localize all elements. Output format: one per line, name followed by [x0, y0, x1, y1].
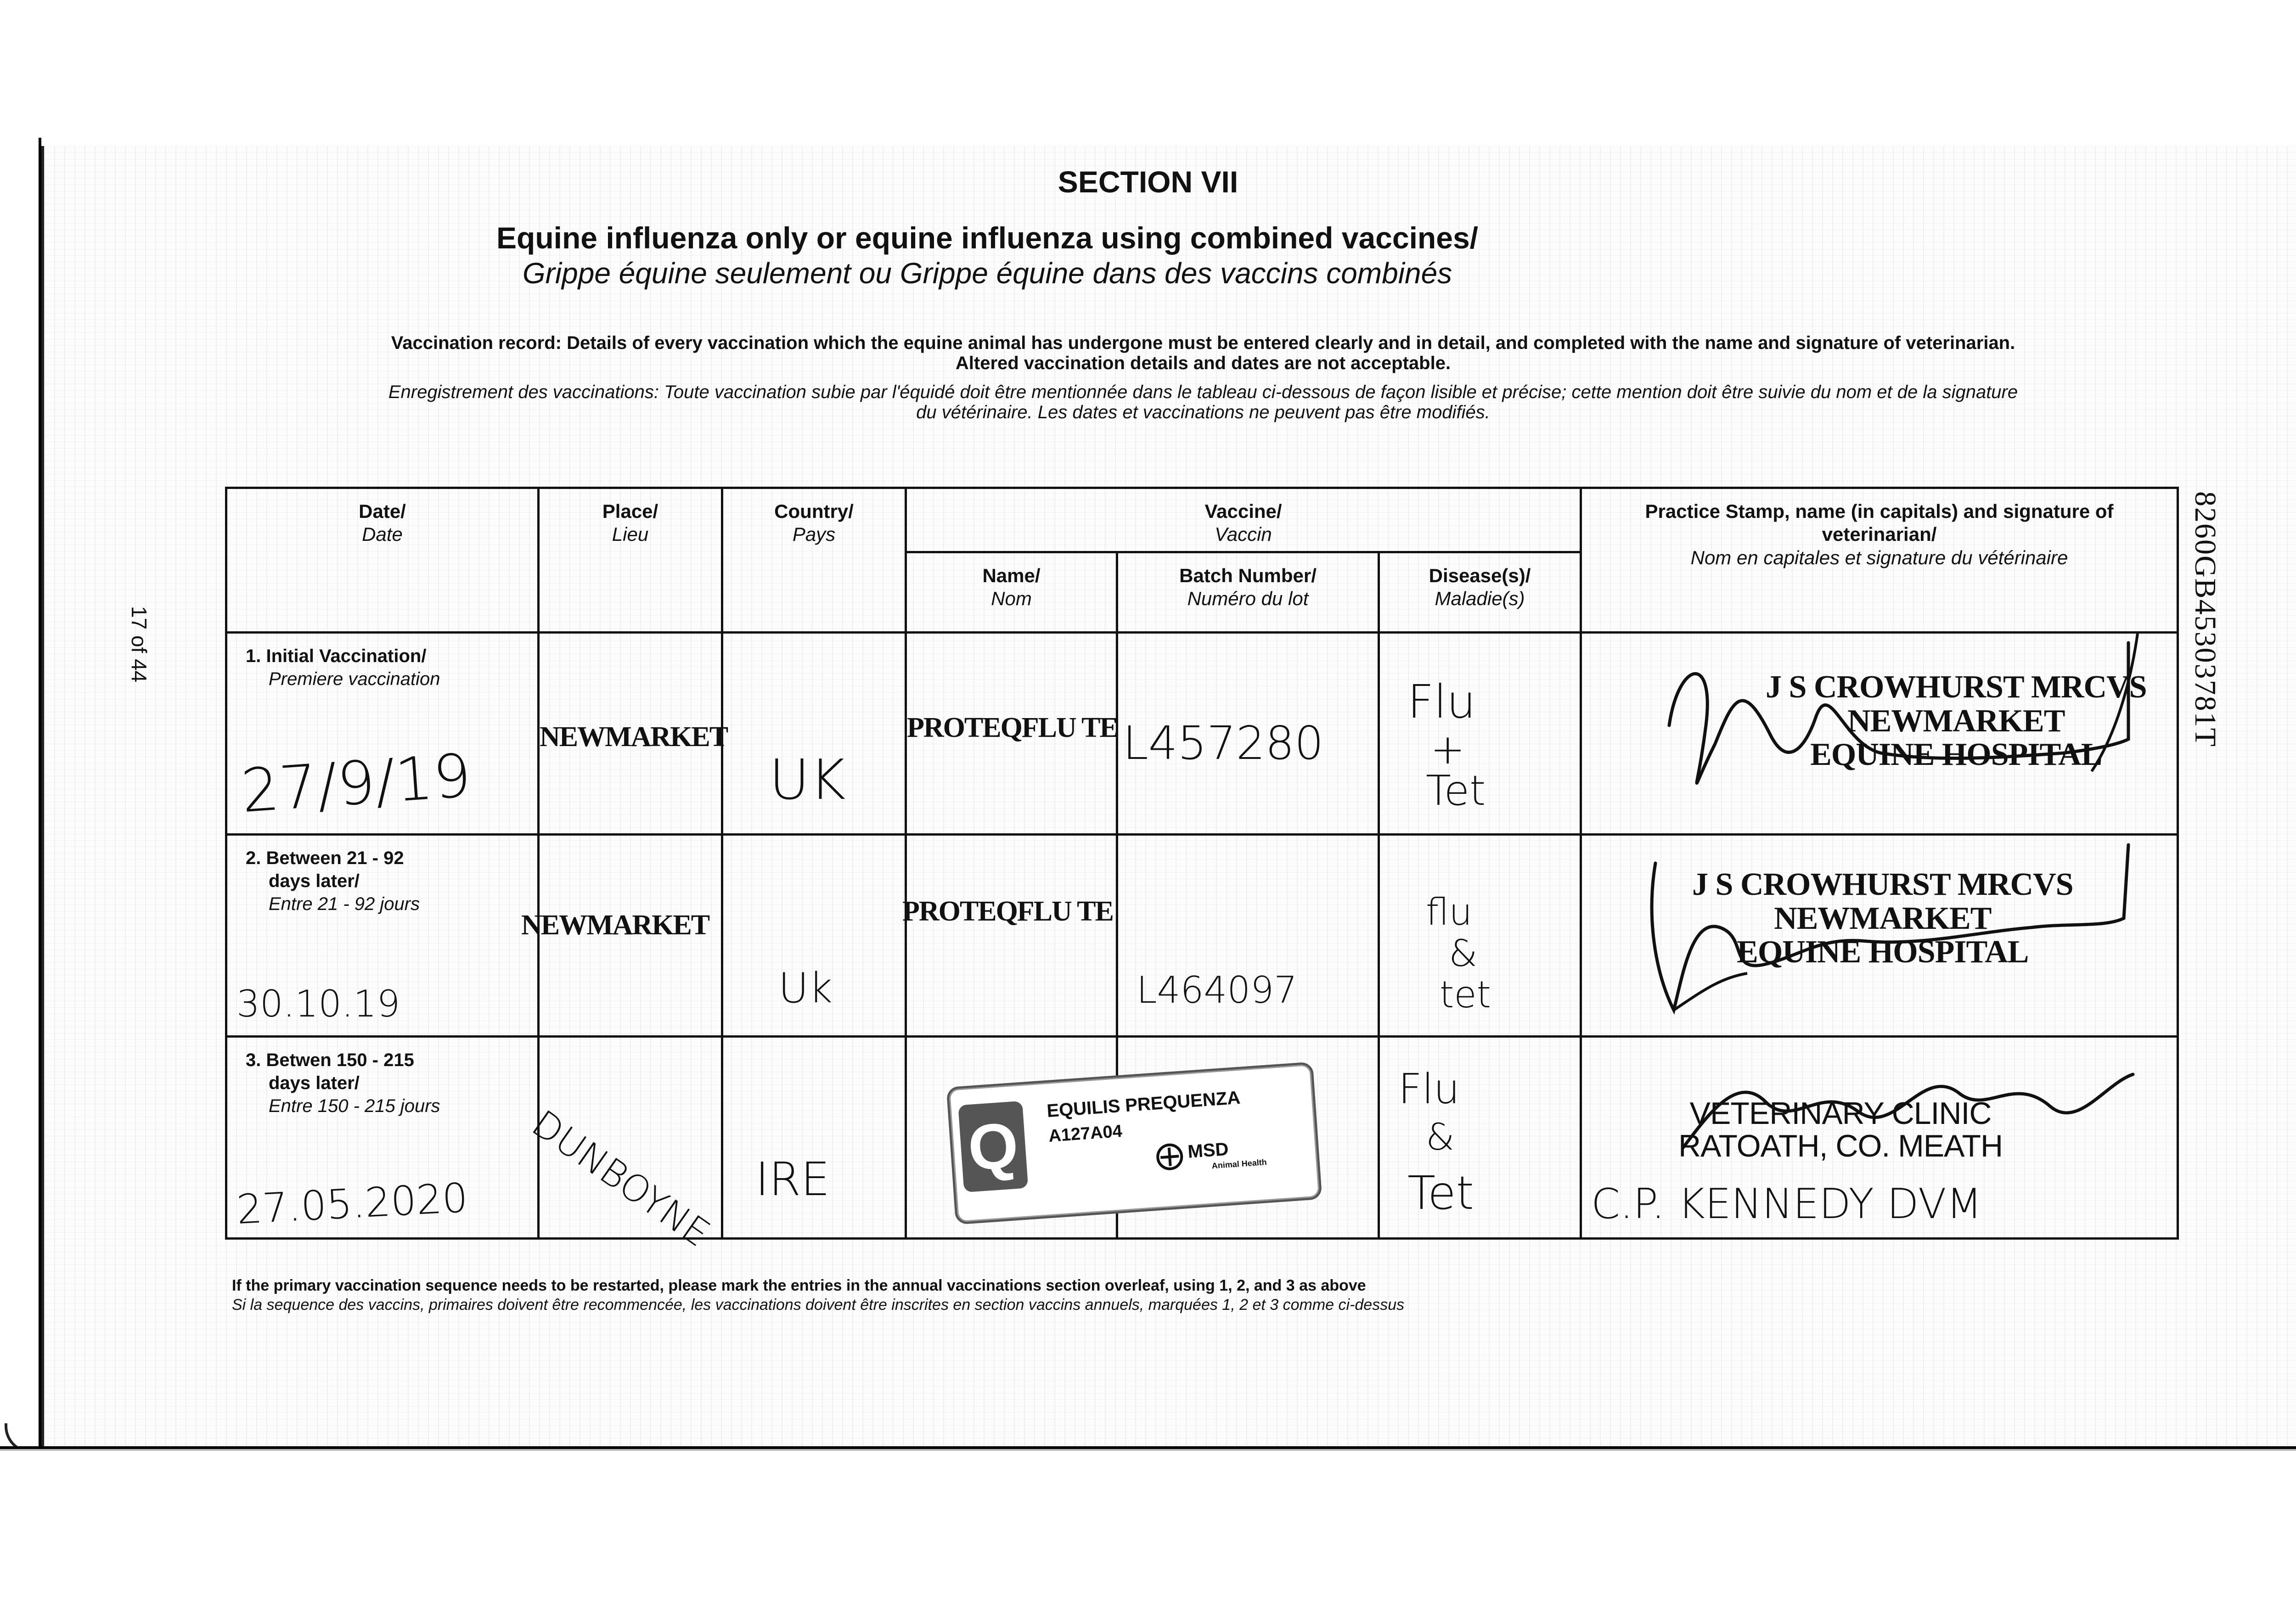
vaccine-batch-sticker: [946, 1061, 1322, 1224]
row2-country-cell: [722, 835, 906, 1037]
row2-signature: [1628, 826, 2156, 1038]
page-edge: [0, 138, 41, 1469]
row3-place-cell: [524, 1037, 722, 1255]
header-country-fr: Pays: [792, 523, 836, 545]
row2-label-en-1: 2. Between 21 - 92: [246, 848, 404, 868]
vaccination-record-note-fr: [225, 382, 2181, 422]
sticker-vaccine-name: EQUILIS PREQUENZA: [1046, 1087, 1241, 1122]
row2-batch-cell: [1117, 835, 1379, 1037]
row3-place: DUNBOYNE: [524, 1102, 718, 1255]
row2-stamp-line-3: EQUINE HOSPITAL: [1737, 934, 2029, 970]
row2-stamp-line-2: NEWMARKET: [1774, 900, 1992, 936]
footer-note-en: If the primary vaccination sequence needs to be restarted, please mark the entries in the annual vaccinations section overleaf, using 1, 2, and 3 as above: [232, 1277, 1366, 1294]
row1-label: [227, 634, 537, 691]
row3-signature: [1674, 1056, 2156, 1166]
header-vaccine: [906, 488, 1581, 552]
row3-date-cell: [226, 1037, 539, 1239]
row2-disease-cell: [1379, 835, 1581, 1037]
row2-country: Uk: [778, 964, 833, 1012]
row2-place-stamp: NEWMARKET: [521, 910, 709, 941]
row2-label-en-2: days later/: [269, 871, 360, 891]
row3-label: [227, 1038, 537, 1118]
header-vet-en-2: veterinarian/: [1822, 523, 1937, 545]
footer-note-fr: Si la sequence des vaccins, primaires doivent être recommencée, les vaccinations doivent être inscrites en section vaccins annuels, marquées 1, 2 et 3 comme ci-dessus: [232, 1296, 1405, 1314]
row1-vaccine-name-stamp: PROTEQFLU TE: [907, 712, 1118, 743]
header-date-en: Date/: [359, 500, 406, 522]
row1-place-stamp: NEWMARKET: [540, 721, 728, 753]
row1-date: 27/9/19: [239, 740, 473, 826]
row1-batch: L457280: [1123, 716, 1324, 770]
row2-stamp-line-1: J S CROWHURST MRCVS: [1692, 867, 2073, 902]
row3-date: 27.05.2020: [235, 1174, 469, 1234]
row2-batch: L464097: [1137, 969, 1297, 1011]
row1-label-fr: Premiere vaccination: [269, 669, 440, 689]
title-fr: Grippe équine seulement ou Grippe équine dans des vaccins combinés: [522, 257, 1452, 290]
header-vaccine-fr: Vaccin: [1215, 523, 1272, 545]
row3-country-cell: [722, 1037, 906, 1239]
row1-vaccine-name-cell: [906, 633, 1117, 835]
title-en: Equine influenza only or equine influenza using combined vaccines/: [496, 221, 1478, 255]
header-date: [226, 488, 539, 633]
row3-disease-3: Tet: [1407, 1166, 1474, 1220]
passport-number: 8260GB45303781T: [2189, 491, 2222, 747]
sticker-brand-sub: Animal Health: [1211, 1157, 1267, 1171]
row1-date-cell: [226, 633, 539, 835]
row3-label-en-1: 3. Betwen 150 - 215: [246, 1050, 414, 1070]
header-name: [906, 552, 1117, 633]
row2-date: 30.10.19: [236, 983, 400, 1025]
row1-place-cell: [539, 633, 728, 835]
page-count: 17 of 44: [127, 606, 151, 683]
row3-disease-2: &: [1426, 1116, 1455, 1158]
row1-label-en: 1. Initial Vaccination/: [246, 646, 427, 666]
row3-stamp-line-2: RATOATH, CO. MEATH: [1678, 1129, 2003, 1164]
header-batch-en: Batch Number/: [1179, 565, 1317, 586]
vaccination-record-note-en: [225, 333, 2181, 373]
row2-label: [227, 836, 537, 915]
sticker-logo: Q: [958, 1101, 1028, 1192]
row2-place-cell: [521, 835, 722, 1037]
row3-vet-name: C.P. KENNEDY DVM: [1591, 1180, 1982, 1228]
row2-disease-1: flu: [1426, 891, 1473, 933]
row2-disease-2: &: [1449, 932, 1478, 975]
note-en-line-2: Altered vaccination details and dates are not acceptable.: [955, 353, 1451, 373]
row3-label-fr: Entre 150 - 215 jours: [269, 1096, 440, 1116]
section-title: SECTION VII: [1058, 165, 1238, 199]
row1-stamp-line-3: EQUINE HOSPITAL: [1810, 737, 2102, 772]
sticker-batch-number: A127A04: [1048, 1121, 1123, 1146]
page-bottom-edge: [0, 1446, 2296, 1478]
note-fr-line-1: Enregistrement des vaccinations: Toute vaccination subie par l'équidé doit être mentionnée dans le tableau ci-dessous de façon lisible et précise; cette mention doit être suivie du nom et de la signature: [388, 382, 2018, 402]
header-batch: [1117, 552, 1379, 633]
row1-country: UK: [769, 748, 846, 812]
row3-disease-1: Flu: [1398, 1065, 1460, 1113]
row2-label-fr: Entre 21 - 92 jours: [269, 894, 420, 914]
header-batch-fr: Numéro du lot: [1187, 588, 1309, 610]
row1-disease-3: Tet: [1426, 767, 1486, 815]
header-date-fr: Date: [362, 523, 403, 545]
row1-disease-cell: [1379, 633, 1581, 835]
header-name-en: Name/: [982, 565, 1041, 586]
row1-disease-1: Flu: [1407, 675, 1476, 729]
row3-disease-cell: [1379, 1037, 1581, 1239]
header-country: [722, 488, 906, 633]
row2-date-cell: [226, 835, 539, 1037]
row1-stamp-line-2: NEWMARKET: [1847, 703, 2065, 739]
row2-vaccine-name-cell: [902, 835, 1117, 1037]
header-disease-fr: Maladie(s): [1435, 588, 1525, 610]
header-vaccine-en: Vaccine/: [1204, 500, 1282, 522]
header-vet-en-1: Practice Stamp, name (in capitals) and signature of: [1645, 500, 2114, 522]
row3-country: IRE: [755, 1152, 830, 1206]
row3-stamp-line-1: VETERINARY CLINIC: [1689, 1096, 1992, 1131]
header-place: [539, 488, 722, 633]
row1-vet-cell: [1581, 633, 2178, 835]
header-name-fr: Nom: [991, 588, 1032, 610]
row3-label-en-2: days later/: [269, 1073, 360, 1093]
header-vet-fr: Nom en capitales et signature du vétérinaire: [1690, 546, 2068, 568]
row1-signature: [1651, 606, 2156, 826]
row1-country-cell: [722, 633, 906, 835]
row1-stamp-line-1: J S CROWHURST MRCVS: [1766, 669, 2147, 705]
row3-vet-cell: [1581, 1037, 2178, 1239]
header-place-en: Place/: [602, 500, 658, 522]
note-fr-line-2: du vétérinaire. Les dates et vaccinations ne peuvent pas être modifiés.: [916, 402, 1490, 422]
msd-logo-icon: [1155, 1142, 1184, 1172]
row2-vaccine-name-stamp: PROTEQFLU TE: [902, 896, 1113, 927]
table-row: [226, 835, 2178, 1037]
header-country-en: Country/: [774, 500, 854, 522]
row2-disease-3: tet: [1440, 973, 1491, 1016]
sticker-brand: MSD: [1187, 1139, 1229, 1162]
row1-disease-2: +: [1430, 725, 1465, 774]
header-disease: [1379, 552, 1581, 633]
note-en-line-1: Vaccination record: Details of every vaccination which the equine animal has undergone must be entered clearly and in detail, and completed with the name and signature of veterinarian.: [391, 333, 2015, 353]
header-place-fr: Lieu: [612, 523, 649, 545]
table-row: [226, 633, 2178, 835]
row2-vet-cell: [1581, 835, 2178, 1037]
row1-batch-cell: [1117, 633, 1379, 835]
header-disease-en: Disease(s)/: [1429, 565, 1531, 586]
